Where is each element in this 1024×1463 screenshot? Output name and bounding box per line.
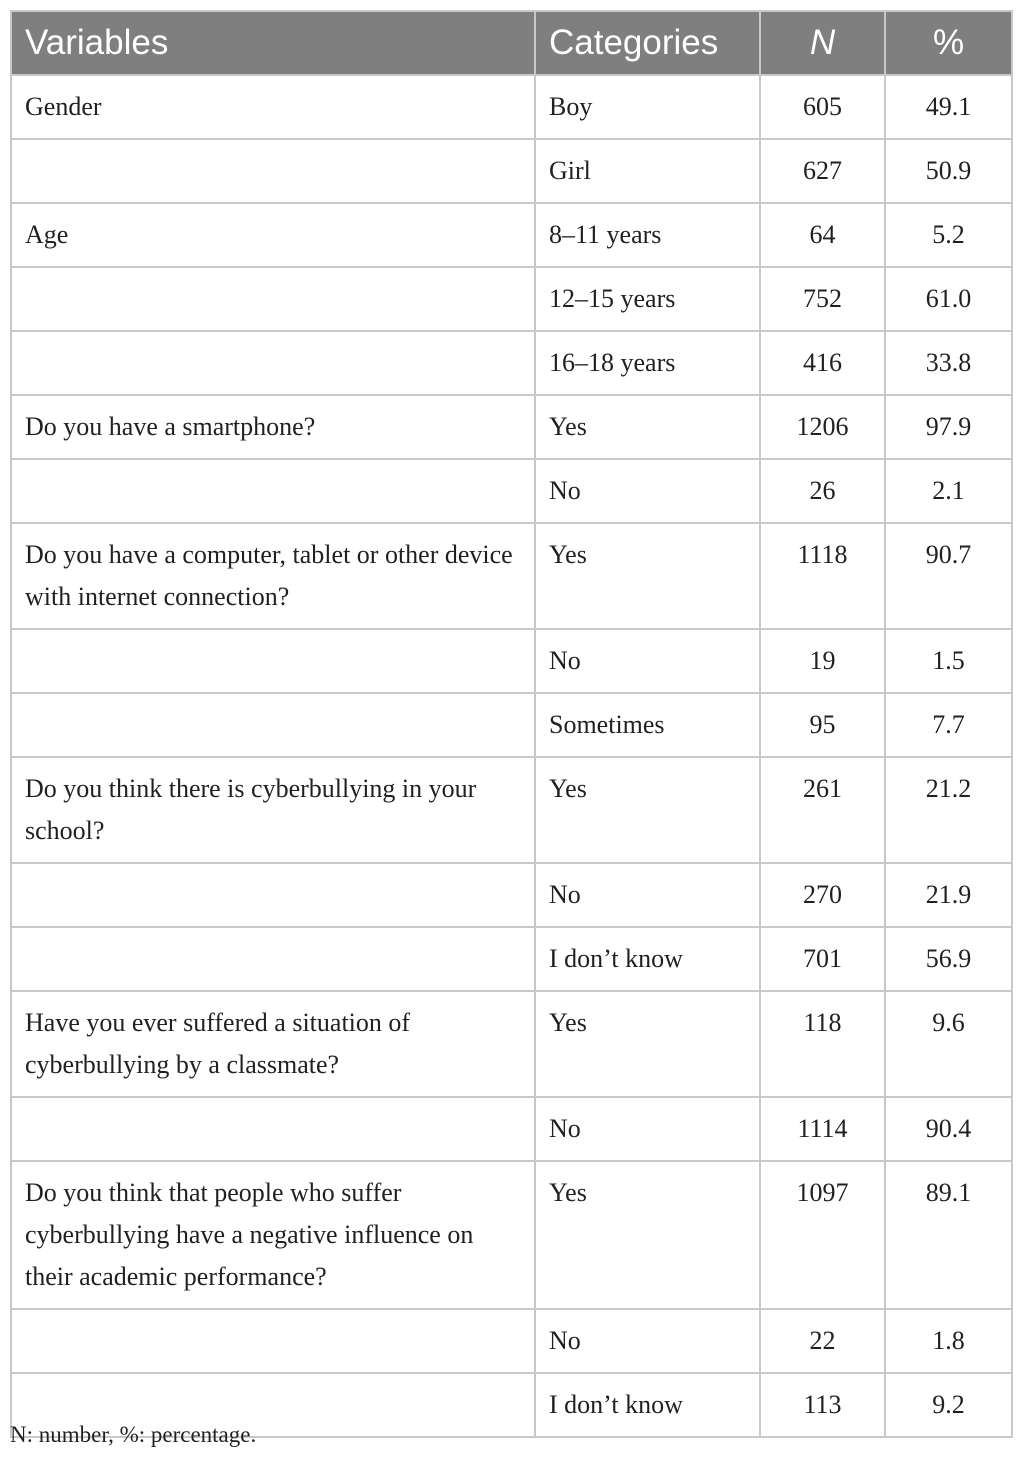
category-cell: No	[535, 459, 760, 523]
table-body	[11, 75, 1012, 1437]
n-cell: 1114	[760, 1097, 885, 1161]
percent-cell: 21.2	[885, 757, 1012, 863]
table-row	[11, 1097, 1012, 1161]
percent-cell: 33.8	[885, 331, 1012, 395]
percent-cell: 21.9	[885, 863, 1012, 927]
percent-cell: 49.1	[885, 75, 1012, 139]
variable-cell	[11, 629, 535, 693]
n-cell: 26	[760, 459, 885, 523]
variable-cell: Do you have a smartphone?	[11, 395, 535, 459]
table-footnote: N: number, %: percentage.	[10, 1422, 257, 1447]
category-cell: No	[535, 1309, 760, 1373]
header-categories: Categories	[535, 11, 760, 75]
category-cell: I don’t know	[535, 1373, 760, 1437]
variable-cell	[11, 927, 535, 991]
category-cell: Yes	[535, 523, 760, 629]
percent-cell: 9.2	[885, 1373, 1012, 1437]
variable-cell	[11, 1097, 535, 1161]
table-row	[11, 139, 1012, 203]
n-cell: 605	[760, 75, 885, 139]
percent-cell: 2.1	[885, 459, 1012, 523]
n-cell: 416	[760, 331, 885, 395]
category-cell: No	[535, 629, 760, 693]
n-cell: 95	[760, 693, 885, 757]
table-row	[11, 523, 1012, 629]
table-row	[11, 203, 1012, 267]
percent-cell: 61.0	[885, 267, 1012, 331]
percent-cell: 5.2	[885, 203, 1012, 267]
n-cell: 1118	[760, 523, 885, 629]
table-row	[11, 1161, 1012, 1309]
n-cell: 22	[760, 1309, 885, 1373]
n-cell: 64	[760, 203, 885, 267]
percent-cell: 9.6	[885, 991, 1012, 1097]
n-cell: 627	[760, 139, 885, 203]
n-cell: 701	[760, 927, 885, 991]
header-row	[11, 11, 1012, 75]
n-cell: 261	[760, 757, 885, 863]
percent-cell: 56.9	[885, 927, 1012, 991]
category-cell: 16–18 years	[535, 331, 760, 395]
variable-cell	[11, 459, 535, 523]
n-cell: 19	[760, 629, 885, 693]
table-row	[11, 1309, 1012, 1373]
category-cell: Sometimes	[535, 693, 760, 757]
table-row	[11, 991, 1012, 1097]
percent-cell: 1.5	[885, 629, 1012, 693]
percent-cell: 97.9	[885, 395, 1012, 459]
table-row	[11, 927, 1012, 991]
category-cell: Yes	[535, 395, 760, 459]
variable-cell: Do you think there is cyberbullying in your school?	[11, 757, 535, 863]
percent-cell: 50.9	[885, 139, 1012, 203]
variable-cell: Age	[11, 203, 535, 267]
table-row	[11, 395, 1012, 459]
variable-cell	[11, 139, 535, 203]
table-header	[11, 11, 1012, 75]
header-variables: Variables	[11, 11, 535, 75]
n-cell: 752	[760, 267, 885, 331]
n-cell: 1097	[760, 1161, 885, 1309]
category-cell: Yes	[535, 991, 760, 1097]
variable-cell: Have you ever suffered a situation of cyberbullying by a classmate?	[11, 991, 535, 1097]
demographics-table	[10, 10, 1013, 1438]
data-table-container	[10, 10, 1013, 1438]
variable-cell: Gender	[11, 75, 535, 139]
percent-cell: 90.4	[885, 1097, 1012, 1161]
n-cell: 1206	[760, 395, 885, 459]
table-row	[11, 459, 1012, 523]
percent-cell: 90.7	[885, 523, 1012, 629]
category-cell: 8–11 years	[535, 203, 760, 267]
n-cell: 118	[760, 991, 885, 1097]
variable-cell: Do you think that people who suffer cyberbullying have a negative influence on their academic performance?	[11, 1161, 535, 1309]
category-cell: I don’t know	[535, 927, 760, 991]
n-cell: 270	[760, 863, 885, 927]
variable-cell: Do you have a computer, tablet or other device with internet connection?	[11, 523, 535, 629]
category-cell: Girl	[535, 139, 760, 203]
variable-cell	[11, 1309, 535, 1373]
category-cell: Yes	[535, 757, 760, 863]
table-row	[11, 75, 1012, 139]
category-cell: Boy	[535, 75, 760, 139]
table-row	[11, 331, 1012, 395]
table-row	[11, 267, 1012, 331]
percent-cell: 7.7	[885, 693, 1012, 757]
category-cell: No	[535, 863, 760, 927]
variable-cell	[11, 331, 535, 395]
table-row	[11, 693, 1012, 757]
table-row	[11, 757, 1012, 863]
n-cell: 113	[760, 1373, 885, 1437]
category-cell: 12–15 years	[535, 267, 760, 331]
category-cell: No	[535, 1097, 760, 1161]
table-row	[11, 629, 1012, 693]
table-row	[11, 863, 1012, 927]
header-percent: %	[885, 11, 1012, 75]
percent-cell: 1.8	[885, 1309, 1012, 1373]
variable-cell	[11, 267, 535, 331]
category-cell: Yes	[535, 1161, 760, 1309]
variable-cell	[11, 693, 535, 757]
percent-cell: 89.1	[885, 1161, 1012, 1309]
header-n: N	[760, 11, 885, 75]
variable-cell	[11, 863, 535, 927]
